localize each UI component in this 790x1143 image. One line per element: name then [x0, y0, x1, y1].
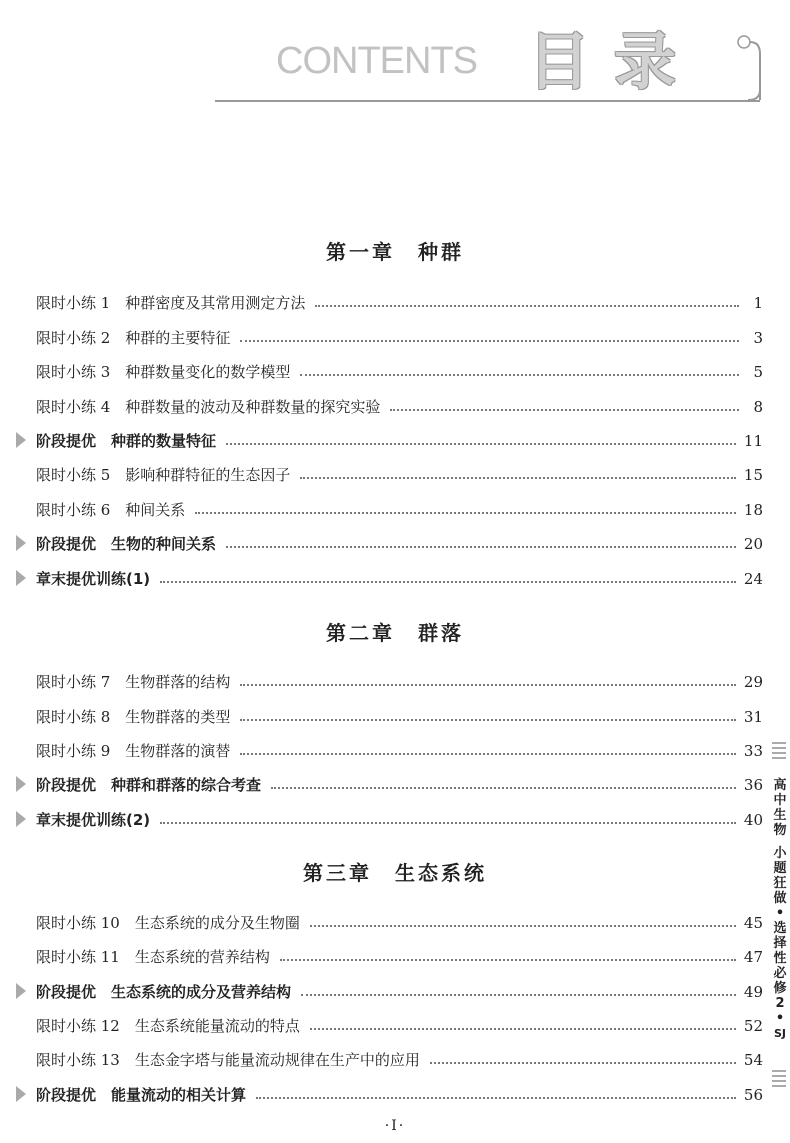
entry-page: 8: [753, 398, 763, 416]
entry-page: 29: [743, 673, 763, 691]
entry-page: 36: [743, 776, 763, 794]
triangle-marker-icon: [16, 535, 26, 551]
entry-page: 31: [743, 708, 763, 726]
entry-page: 5: [753, 363, 763, 381]
dot-leader: [280, 959, 736, 961]
entry-label: 限时小练 9 生物群落的演替: [36, 742, 231, 760]
entry-page: 40: [743, 811, 763, 829]
triangle-marker-icon: [16, 811, 26, 827]
side-bars-top: [772, 742, 786, 762]
toc-entry[interactable]: [36, 495, 763, 519]
dot-leader: [195, 512, 736, 514]
dot-leader: [160, 822, 736, 824]
triangle-marker-icon: [16, 776, 26, 792]
entry-label: 阶段提优 种群的数量特征: [36, 432, 217, 450]
entry-label: 限时小练 5 影响种群特征的生态因子: [36, 466, 291, 484]
toc-entry[interactable]: [36, 1011, 763, 1035]
entry-label: 阶段提优 生物的种间关系: [36, 535, 217, 553]
dot-leader: [256, 1097, 736, 1099]
dot-leader: [271, 787, 736, 789]
side-bars-bottom: [772, 1070, 786, 1090]
toc-entry[interactable]: [36, 977, 763, 1001]
toc-entry[interactable]: [36, 323, 763, 347]
dot-leader: [301, 994, 736, 996]
header-decoration-icon: [718, 30, 763, 110]
toc-entry[interactable]: [36, 357, 763, 381]
entry-page: 18: [743, 501, 763, 519]
entry-label: 限时小练 7 生物群落的结构: [36, 673, 231, 691]
toc-entry[interactable]: [36, 736, 763, 760]
chapter-title: 第一章 种群: [326, 240, 464, 264]
page-number: ·I·: [384, 1118, 406, 1134]
toc-entry[interactable]: [36, 1045, 763, 1069]
entry-page: 49: [743, 983, 763, 1001]
triangle-marker-icon: [16, 432, 26, 448]
entry-page: 1: [753, 294, 763, 312]
entry-page: 54: [743, 1051, 763, 1069]
entry-label: 限时小练 11 生态系统的营养结构: [36, 948, 270, 966]
entry-label: 限时小练 12 生态系统能量流动的特点: [36, 1017, 300, 1035]
toc-entry[interactable]: [36, 770, 763, 794]
chapter-title: 第三章 生态系统: [303, 861, 487, 885]
entry-page: 15: [743, 466, 763, 484]
contents-label: CONTENTS: [276, 40, 477, 82]
entry-page: 52: [743, 1017, 763, 1035]
toc-entry[interactable]: [36, 392, 763, 416]
toc-entry[interactable]: [36, 942, 763, 966]
toc-entry[interactable]: [36, 667, 763, 691]
triangle-marker-icon: [16, 570, 26, 586]
triangle-marker-icon: [16, 1086, 26, 1102]
toc-entry[interactable]: [36, 288, 763, 312]
toc-entry[interactable]: [36, 1080, 763, 1104]
entry-label: 阶段提优 种群和群落的综合考查: [36, 776, 262, 794]
dot-leader: [240, 753, 736, 755]
dot-leader: [226, 443, 736, 445]
dot-leader: [240, 340, 739, 342]
entry-page: 47: [743, 948, 763, 966]
entry-label: 章末提优训练(1): [36, 570, 151, 588]
entry-label: 阶段提优 能量流动的相关计算: [36, 1086, 247, 1104]
dot-leader: [240, 684, 736, 686]
header-rule: [215, 100, 760, 102]
dot-leader: [300, 477, 736, 479]
entry-label: 限时小练 10 生态系统的成分及生物圈: [36, 914, 300, 932]
entry-page: 3: [753, 329, 763, 347]
entry-page: 20: [743, 535, 763, 553]
entry-page: 11: [743, 432, 763, 450]
entry-page: 33: [743, 742, 763, 760]
entry-label: 限时小练 8 生物群落的类型: [36, 708, 231, 726]
entry-label: 限时小练 1 种群密度及其常用测定方法: [36, 294, 306, 312]
dot-leader: [226, 546, 736, 548]
toc-entry[interactable]: [36, 908, 763, 932]
dot-leader: [300, 374, 739, 376]
dot-leader: [430, 1062, 736, 1064]
toc-entry[interactable]: [36, 460, 763, 484]
entry-page: 45: [743, 914, 763, 932]
entry-page: 24: [743, 570, 763, 588]
dot-leader: [315, 305, 739, 307]
dot-leader: [310, 925, 736, 927]
toc-entry[interactable]: [36, 529, 763, 553]
toc-entry[interactable]: [36, 805, 763, 829]
dot-leader: [240, 719, 736, 721]
entry-page: 56: [743, 1086, 763, 1104]
toc-entry[interactable]: [36, 564, 763, 588]
entry-label: 章末提优训练(2): [36, 811, 151, 829]
entry-label: 限时小练 6 种间关系: [36, 501, 186, 519]
entry-label: 限时小练 2 种群的主要特征: [36, 329, 231, 347]
side-series-label: 高 中 生 物 小 题 狂 做 • 选 择 性 必 修 2 • SJ: [773, 778, 787, 1040]
triangle-marker-icon: [16, 983, 26, 999]
entry-label: 限时小练 13 生态金字塔与能量流动规律在生产中的应用: [36, 1051, 420, 1069]
entry-label: 阶段提优 生态系统的成分及营养结构: [36, 983, 292, 1001]
entry-label: 限时小练 3 种群数量变化的数学模型: [36, 363, 291, 381]
page-title: 目录: [528, 25, 701, 98]
dot-leader: [310, 1028, 736, 1030]
dot-leader: [160, 581, 736, 583]
toc-entry[interactable]: [36, 702, 763, 726]
chapter-title: 第二章 群落: [326, 621, 464, 645]
entry-label: 限时小练 4 种群数量的波动及种群数量的探究实验: [36, 398, 381, 416]
dot-leader: [390, 409, 739, 411]
toc-entry[interactable]: [36, 426, 763, 450]
